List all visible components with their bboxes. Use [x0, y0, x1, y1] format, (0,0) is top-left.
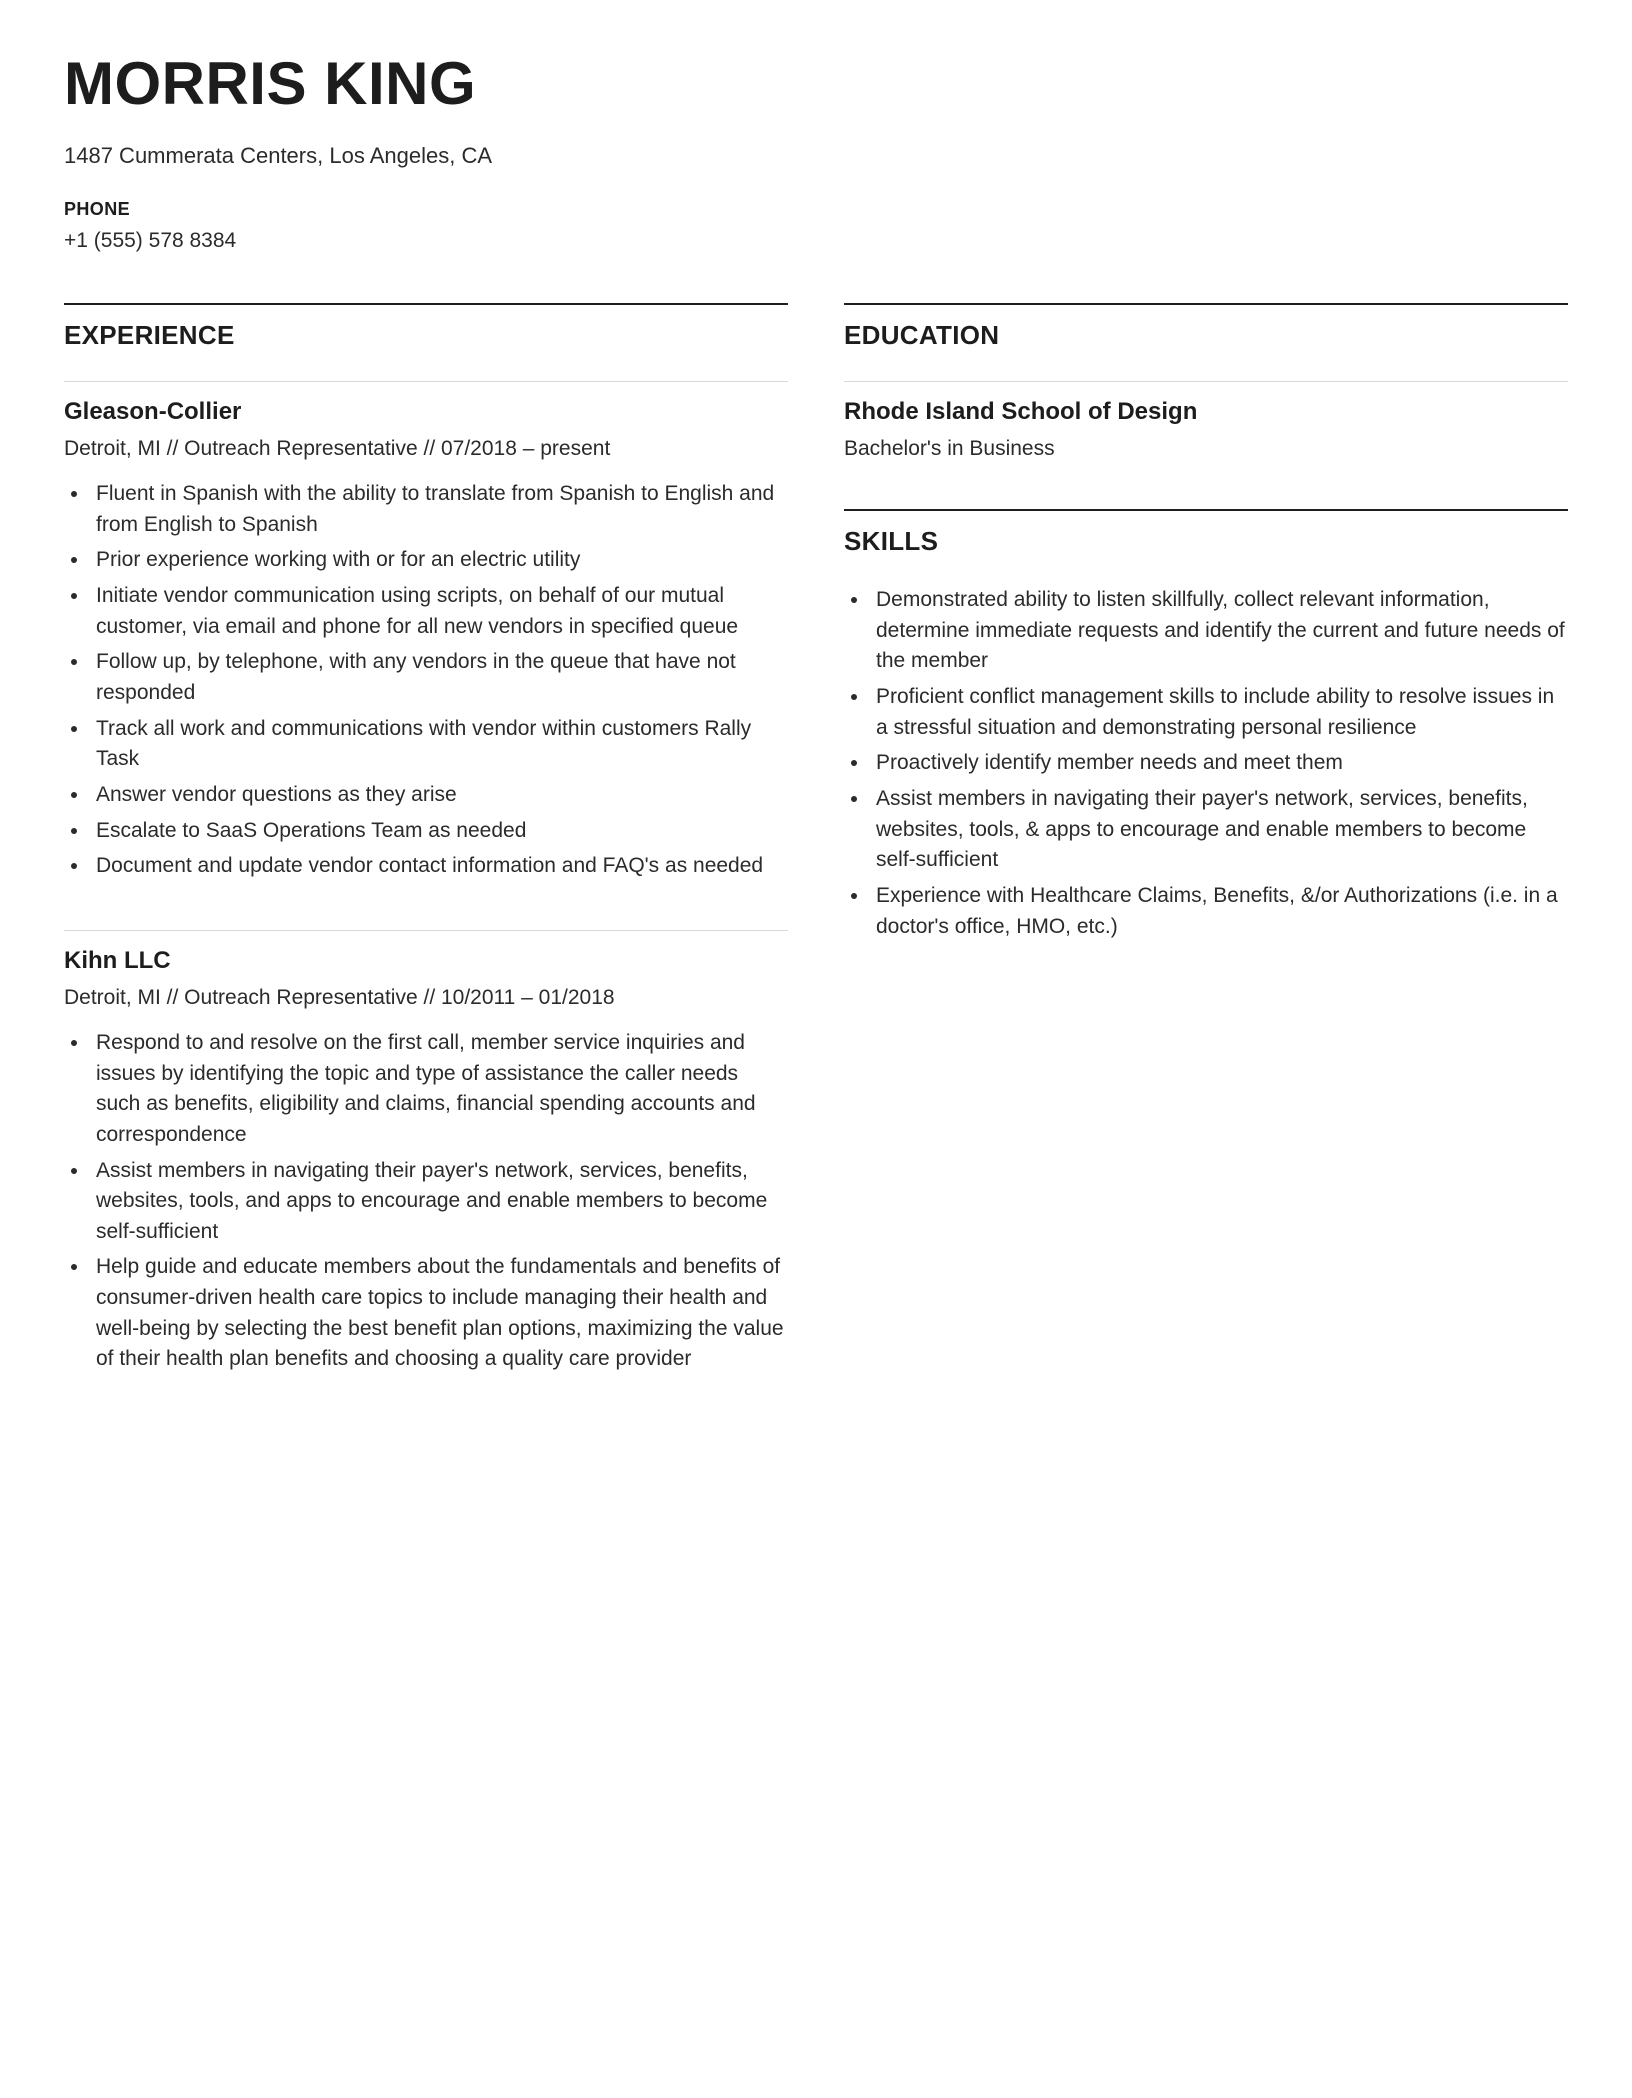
company-name: Gleason-Collier	[64, 398, 242, 425]
phone-number: +1 (555) 578 8384	[64, 229, 237, 252]
company-name: Kihn LLC	[64, 946, 171, 974]
bullet-item: • Respond to and resolve on the first call, member service inquiries and issues by identifying the topic and type of assistance the caller needs such as benefits, eligibility and claims, financial spending accounts and correspondence	[90, 1028, 788, 1151]
phone-label: PHONE	[64, 199, 131, 219]
bullet-item: • Proactively identify member needs and meet them	[870, 748, 1568, 779]
bullet-item: • Demonstrated ability to listen skillfully, collect relevant information, determine immediate requests and identify the current and future needs of the member	[870, 585, 1568, 677]
bullet-item: • Escalate to SaaS Operations Team as needed	[90, 816, 788, 847]
bullet-item: • Document and update vendor contact information and FAQ's as needed	[90, 851, 788, 882]
experience-title: EXPERIENCE	[64, 303, 788, 351]
experience-section	[64, 303, 788, 1375]
skills-section	[844, 509, 1568, 942]
candidate-name: MORRIS KING	[64, 50, 477, 117]
bullet-item: • Help guide and educate members about the fundamentals and benefits of consumer-driven health care topics to include managing their health and well-being by selecting the best benefit plan options, maximizing the value of their health plan benefits and choosing a quality care provider	[90, 1252, 788, 1375]
resume-header	[64, 52, 1568, 253]
resume-columns	[64, 303, 1568, 1380]
bullet-item: • Follow up, by telephone, with any vendors in the queue that have not responded	[90, 647, 788, 708]
school-name: Rhode Island School of Design	[844, 398, 1198, 425]
job-meta: Detroit, MI // Outreach Representative // 10/2011 – 01/2018	[64, 985, 615, 1009]
degree: Bachelor's in Business	[844, 437, 1055, 460]
bullet-item: • Initiate vendor communication using scripts, on behalf of our mutual customer, via email and phone for all new vendors in specified queue	[90, 581, 788, 642]
job-bullet-list	[64, 479, 788, 882]
bullet-item: • Fluent in Spanish with the ability to translate from Spanish to English and from English to Spanish	[90, 479, 788, 540]
job-meta: Detroit, MI // Outreach Representative // 07/2018 – present	[64, 437, 611, 460]
left-column	[64, 303, 788, 1380]
bullet-item: • Track all work and communications with vendor within customers Rally Task	[90, 714, 788, 775]
bullet-item: • Prior experience working with or for an electric utility	[90, 545, 788, 576]
education-entry	[844, 381, 1568, 461]
job-bullet-list	[64, 1028, 788, 1375]
education-title: EDUCATION	[844, 303, 1568, 351]
candidate-address: 1487 Cummerata Centers, Los Angeles, CA	[64, 143, 493, 168]
bullet-item: • Answer vendor questions as they arise	[90, 780, 788, 811]
skills-bullet-list	[844, 585, 1568, 942]
job-entry-gleason-collier	[64, 381, 788, 882]
bullet-item: • Proficient conflict management skills to include ability to resolve issues in a stressful situation and demonstrating personal resilience	[870, 682, 1568, 743]
bullet-item: • Assist members in navigating their payer's network, services, benefits, websites, tools, and apps to encourage and enable members to become self-sufficient	[90, 1156, 788, 1248]
right-column	[844, 303, 1568, 947]
job-entry-kihn-llc	[64, 930, 788, 1375]
bullet-item: • Experience with Healthcare Claims, Benefits, &/or Authorizations (i.e. in a doctor's office, HMO, etc.)	[870, 881, 1568, 942]
education-section	[844, 303, 1568, 461]
bullet-item: • Assist members in navigating their payer's network, services, benefits, websites, tools, & apps to encourage and enable members to become self-sufficient	[870, 784, 1568, 876]
skills-title: SKILLS	[844, 509, 1568, 557]
